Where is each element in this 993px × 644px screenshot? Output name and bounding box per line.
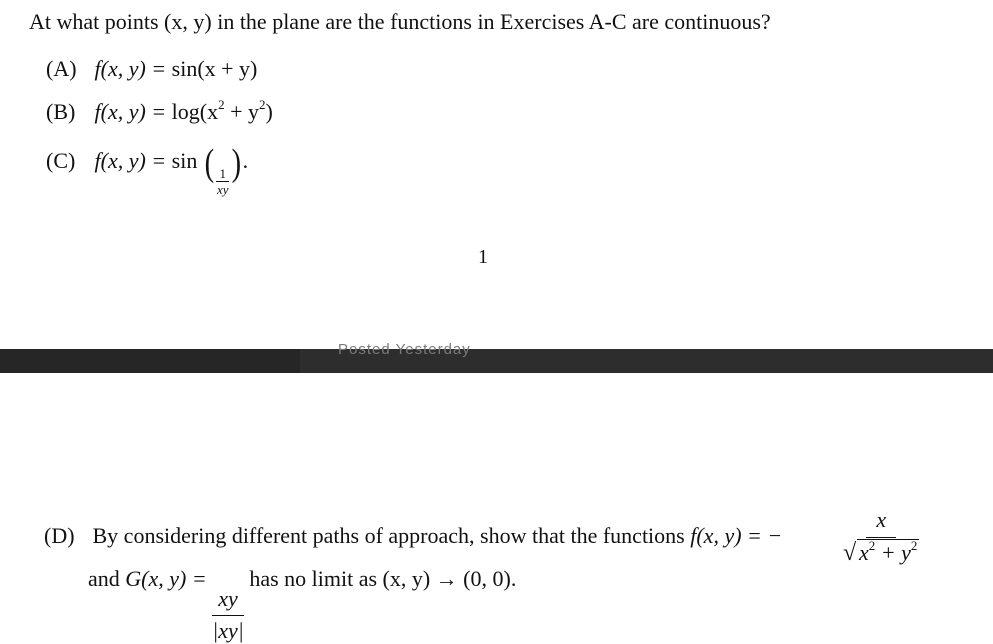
exercise-b-exp-2: 2 <box>259 97 266 112</box>
exercise-b-rhs-head: log(x <box>171 99 219 124</box>
den-x: x <box>859 540 869 565</box>
exercise-d-f-fraction <box>843 507 919 566</box>
exercise-b-rhs-mid: + y <box>224 99 260 124</box>
exercise-a <box>46 56 257 82</box>
page-number: 1 <box>478 246 488 268</box>
exercise-c-lhs: f(x, y) = <box>94 148 167 173</box>
exercise-a-label: (A) <box>46 56 77 81</box>
exercise-d-text: By considering different paths of approach, show that the functions <box>92 523 685 548</box>
exercise-b-lhs: f(x, y) = <box>94 99 167 124</box>
exercise-d-g-lhs: G(x, y) = <box>125 566 207 591</box>
exercise-d-g-den: |xy| <box>212 618 244 643</box>
exercise-d-line <box>44 523 782 549</box>
exercise-d-tail: has no limit as (x, y) → (0, 0). <box>249 566 517 591</box>
den-exp-1: 2 <box>868 538 876 553</box>
exercise-c-frac-num: 1 <box>216 167 229 182</box>
sqrt-sign <box>843 540 919 566</box>
exercise-b-exp-1: 2 <box>218 97 225 112</box>
exercise-c-frac-den: xy <box>216 182 229 197</box>
exercise-c-fn: sin <box>171 148 198 173</box>
exercise-c-fraction <box>216 167 229 196</box>
exercise-d-g-fraction <box>212 586 244 644</box>
exercise-d-label: (D) <box>44 523 75 548</box>
exercise-d-g-num: xy <box>212 586 244 616</box>
exercise-a-rhs: sin(x + y) <box>171 56 258 81</box>
radical-icon: √ <box>843 540 857 566</box>
exercise-d-f-num: x <box>866 507 896 538</box>
exercise-b <box>46 99 273 125</box>
page-separator-band <box>0 341 993 373</box>
exercise-c: (C) f(x, y) = sin ( $\frac{1}{xy}$ ). <box>46 142 249 197</box>
band-shade <box>0 349 300 373</box>
exercise-a-lhs: f(x, y) = <box>94 56 167 81</box>
sqrt-radicand <box>857 539 919 565</box>
exercise-b-rhs-tail: ) <box>265 99 273 124</box>
exercise-b-label: (B) <box>46 99 76 124</box>
den-plus-y: + y <box>875 540 911 565</box>
question-text: At what points (x, y) in the plane are the functions in Exercises A-C are continuous? <box>29 9 771 34</box>
exercise-d-g-line <box>88 566 516 644</box>
exercise-c-end: . <box>242 148 249 173</box>
exercise-c-label: (C) <box>46 148 76 173</box>
exercise-d-f-den <box>843 538 919 566</box>
band-ghost-text: Posted Yesterday <box>338 341 471 358</box>
exercise-d-and: and <box>88 566 120 591</box>
exercise-d-f-lhs: f(x, y) = − <box>690 523 783 548</box>
den-exp-2: 2 <box>910 538 918 553</box>
